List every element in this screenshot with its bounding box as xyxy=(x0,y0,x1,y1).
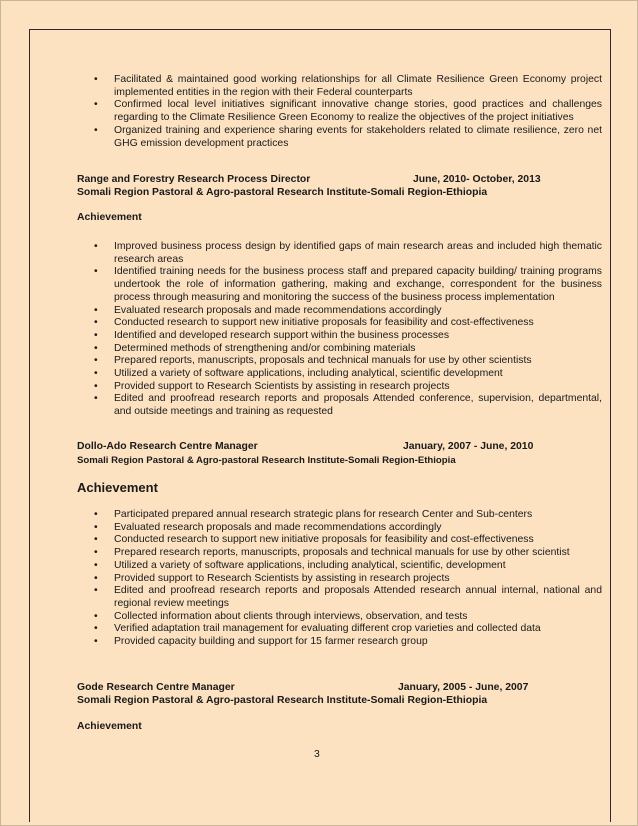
list-item: • Conducted research to support new initiative proposals for feasibility and cost-effectiveness xyxy=(77,534,602,547)
achievement-heading: Achievement xyxy=(77,480,158,495)
list-item: • Utilized a variety of software applications, including analytical, scientific development xyxy=(77,368,602,381)
list-item: • Evaluated research proposals and made recommendations accordingly xyxy=(77,305,602,318)
list-item: • Improved business process design by identified gaps of main research areas and included high thematic research areas xyxy=(77,241,602,266)
job2-bullet-list xyxy=(1,509,602,649)
list-item: • Edited and proofread research reports and proposals Attended conference, supervision, departmental, and outside meetings and training as requested xyxy=(77,393,602,418)
list-item: • Participated prepared annual research strategic plans for research Center and Sub-centers xyxy=(77,509,602,522)
page-number: 3 xyxy=(314,749,320,760)
job-organization: Somali Region Pastoral & Agro-pastoral Research Institute-Somali Region-Ethiopia xyxy=(77,187,488,198)
list-item: • Edited and proofread research reports and proposals Attended research annual internal, national and regional review meetings xyxy=(77,585,602,610)
job-title: Dollo-Ado Research Centre Manager xyxy=(77,441,258,452)
list-item: • Verified adaptation trail management for evaluating different crop varieties and collected data xyxy=(77,623,602,636)
list-item: • Facilitated & maintained good working relationships for all Climate Resilience Green Economy project implemented entities in the region with their Federal counterparts xyxy=(77,74,602,99)
list-item: • Provided capacity building and support for 15 farmer research group xyxy=(77,636,602,649)
list-item: • Conducted research to support new initiative proposals for feasibility and cost-effectiveness xyxy=(77,317,602,330)
list-item: • Prepared reports, manuscripts, proposals and technical manuals for use by other scientists xyxy=(77,355,602,368)
top-bullet-list xyxy=(1,74,602,150)
list-item: • Provided support to Research Scientists by assisting in research projects xyxy=(77,381,602,394)
list-item: • Identified training needs for the business process staff and prepared capacity building/ training programs undertook the role of information gathering, making and exchange, correspondent for the business process through measuring and monitoring the success of the business process implementation xyxy=(77,266,602,304)
list-item: • Prepared research reports, manuscripts, proposals and technical manuals for use by other scientist xyxy=(77,547,602,560)
list-item: • Organized training and experience sharing events for stakeholders related to climate resilience, zero net GHG emission development practices xyxy=(77,125,602,150)
list-item: • Utilized a variety of software applications, including analytical, scientific, development xyxy=(77,560,602,573)
achievement-heading: Achievement xyxy=(77,212,142,223)
job-heading xyxy=(77,174,541,187)
job-heading xyxy=(77,682,529,695)
job-organization: Somali Region Pastoral & Agro-pastoral Research Institute-Somali Region-Ethiopia xyxy=(77,695,488,706)
achievement-heading: Achievement xyxy=(77,721,142,732)
job1-bullet-list xyxy=(1,241,602,419)
job-dates: January, 2007 - June, 2010 xyxy=(403,441,534,452)
job-heading xyxy=(77,441,534,454)
job-organization: Somali Region Pastoral & Agro-pastoral Research Institute-Somali Region-Ethiopia xyxy=(77,455,456,466)
list-item: • Confirmed local level initiatives significant innovative change stories, good practices and challenges regarding to the Climate Resilience Green Economy to realize the objectives of the project initiatives xyxy=(77,99,602,124)
job-title: Range and Forestry Research Process Director xyxy=(77,174,311,185)
job-dates: June, 2010- October, 2013 xyxy=(413,174,541,185)
list-item: • Evaluated research proposals and made recommendations accordingly xyxy=(77,522,602,535)
list-item: • Identified and developed research support within the business processes xyxy=(77,330,602,343)
list-item: • Provided support to Research Scientists by assisting in research projects xyxy=(77,573,602,586)
list-item: • Collected information about clients through interviews, observation, and tests xyxy=(77,611,602,624)
job-title: Gode Research Centre Manager xyxy=(77,682,235,693)
job-dates: January, 2005 - June, 2007 xyxy=(398,682,529,693)
list-item: • Determined methods of strengthening and/or combining materials xyxy=(77,343,602,356)
